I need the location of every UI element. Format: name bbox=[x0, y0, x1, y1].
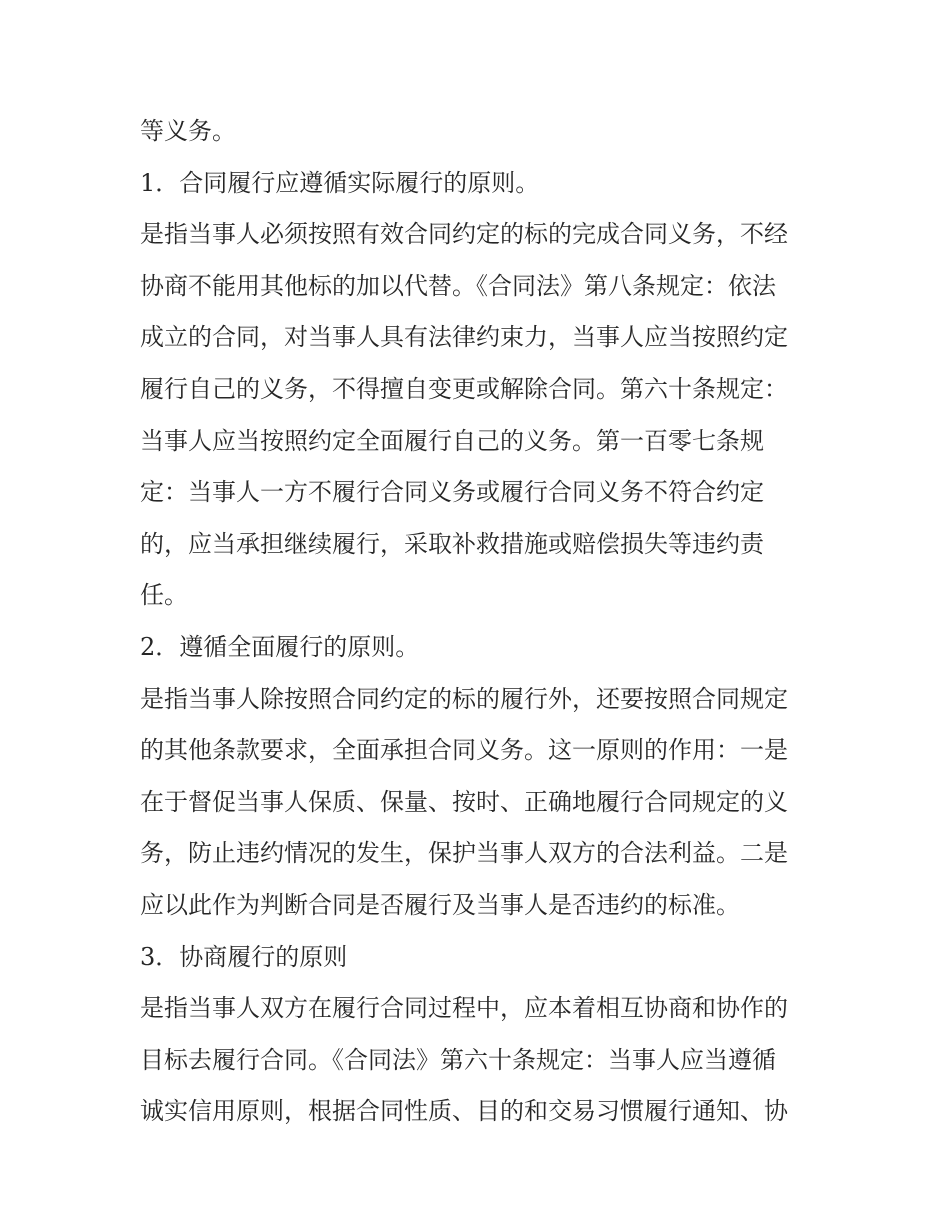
paragraph-line: 协商不能用其他标的加以代替。《合同法》第八条规定：依法 bbox=[140, 271, 776, 300]
document-body bbox=[140, 106, 820, 1138]
heading-principle-3: 3．协商履行的原则 bbox=[140, 942, 348, 971]
paragraph-line: 的，应当承担继续履行，采取补救措施或赔偿损失等违约责 bbox=[140, 529, 764, 558]
paragraph-line: 履行自己的义务，不得擅自变更或解除合同。第六十条规定： bbox=[140, 374, 788, 403]
paragraph-line: 定：当事人一方不履行合同义务或履行合同义务不符合约定 bbox=[140, 478, 764, 507]
paragraph-line: 在于督促当事人保质、保量、按时、正确地履行合同规定的义 bbox=[140, 787, 788, 816]
paragraph-line: 务，防止违约情况的发生，保护当事人双方的合法利益。二是 bbox=[140, 839, 788, 868]
heading-principle-1: 1．合同履行应遵循实际履行的原则。 bbox=[140, 168, 540, 197]
paragraph-line: 是指当事人必须按照有效合同约定的标的完成合同义务，不经 bbox=[140, 220, 788, 249]
paragraph-line: 是指当事人双方在履行合同过程中，应本着相互协商和协作的 bbox=[140, 994, 788, 1023]
paragraph-line: 目标去履行合同。《合同法》第六十条规定：当事人应当遵循 bbox=[140, 1045, 776, 1074]
paragraph-line: 成立的合同，对当事人具有法律约束力，当事人应当按照约定 bbox=[140, 323, 788, 352]
text-line-continuation: 等义务。 bbox=[140, 117, 236, 145]
paragraph-line: 任。 bbox=[140, 581, 188, 610]
paragraph-line: 的其他条款要求，全面承担合同义务。这一原则的作用：一是 bbox=[140, 736, 788, 765]
paragraph-line: 是指当事人除按照合同约定的标的履行外，还要按照合同规定 bbox=[140, 684, 788, 713]
paragraph-line: 诚实信用原则，根据合同性质、目的和交易习惯履行通知、协 bbox=[140, 1097, 788, 1126]
heading-principle-2: 2．遵循全面履行的原则。 bbox=[140, 632, 420, 661]
paragraph-line: 当事人应当按照约定全面履行自己的义务。第一百零七条规 bbox=[140, 426, 764, 455]
paragraph-line: 应以此作为判断合同是否履行及当事人是否违约的标准。 bbox=[140, 890, 740, 919]
